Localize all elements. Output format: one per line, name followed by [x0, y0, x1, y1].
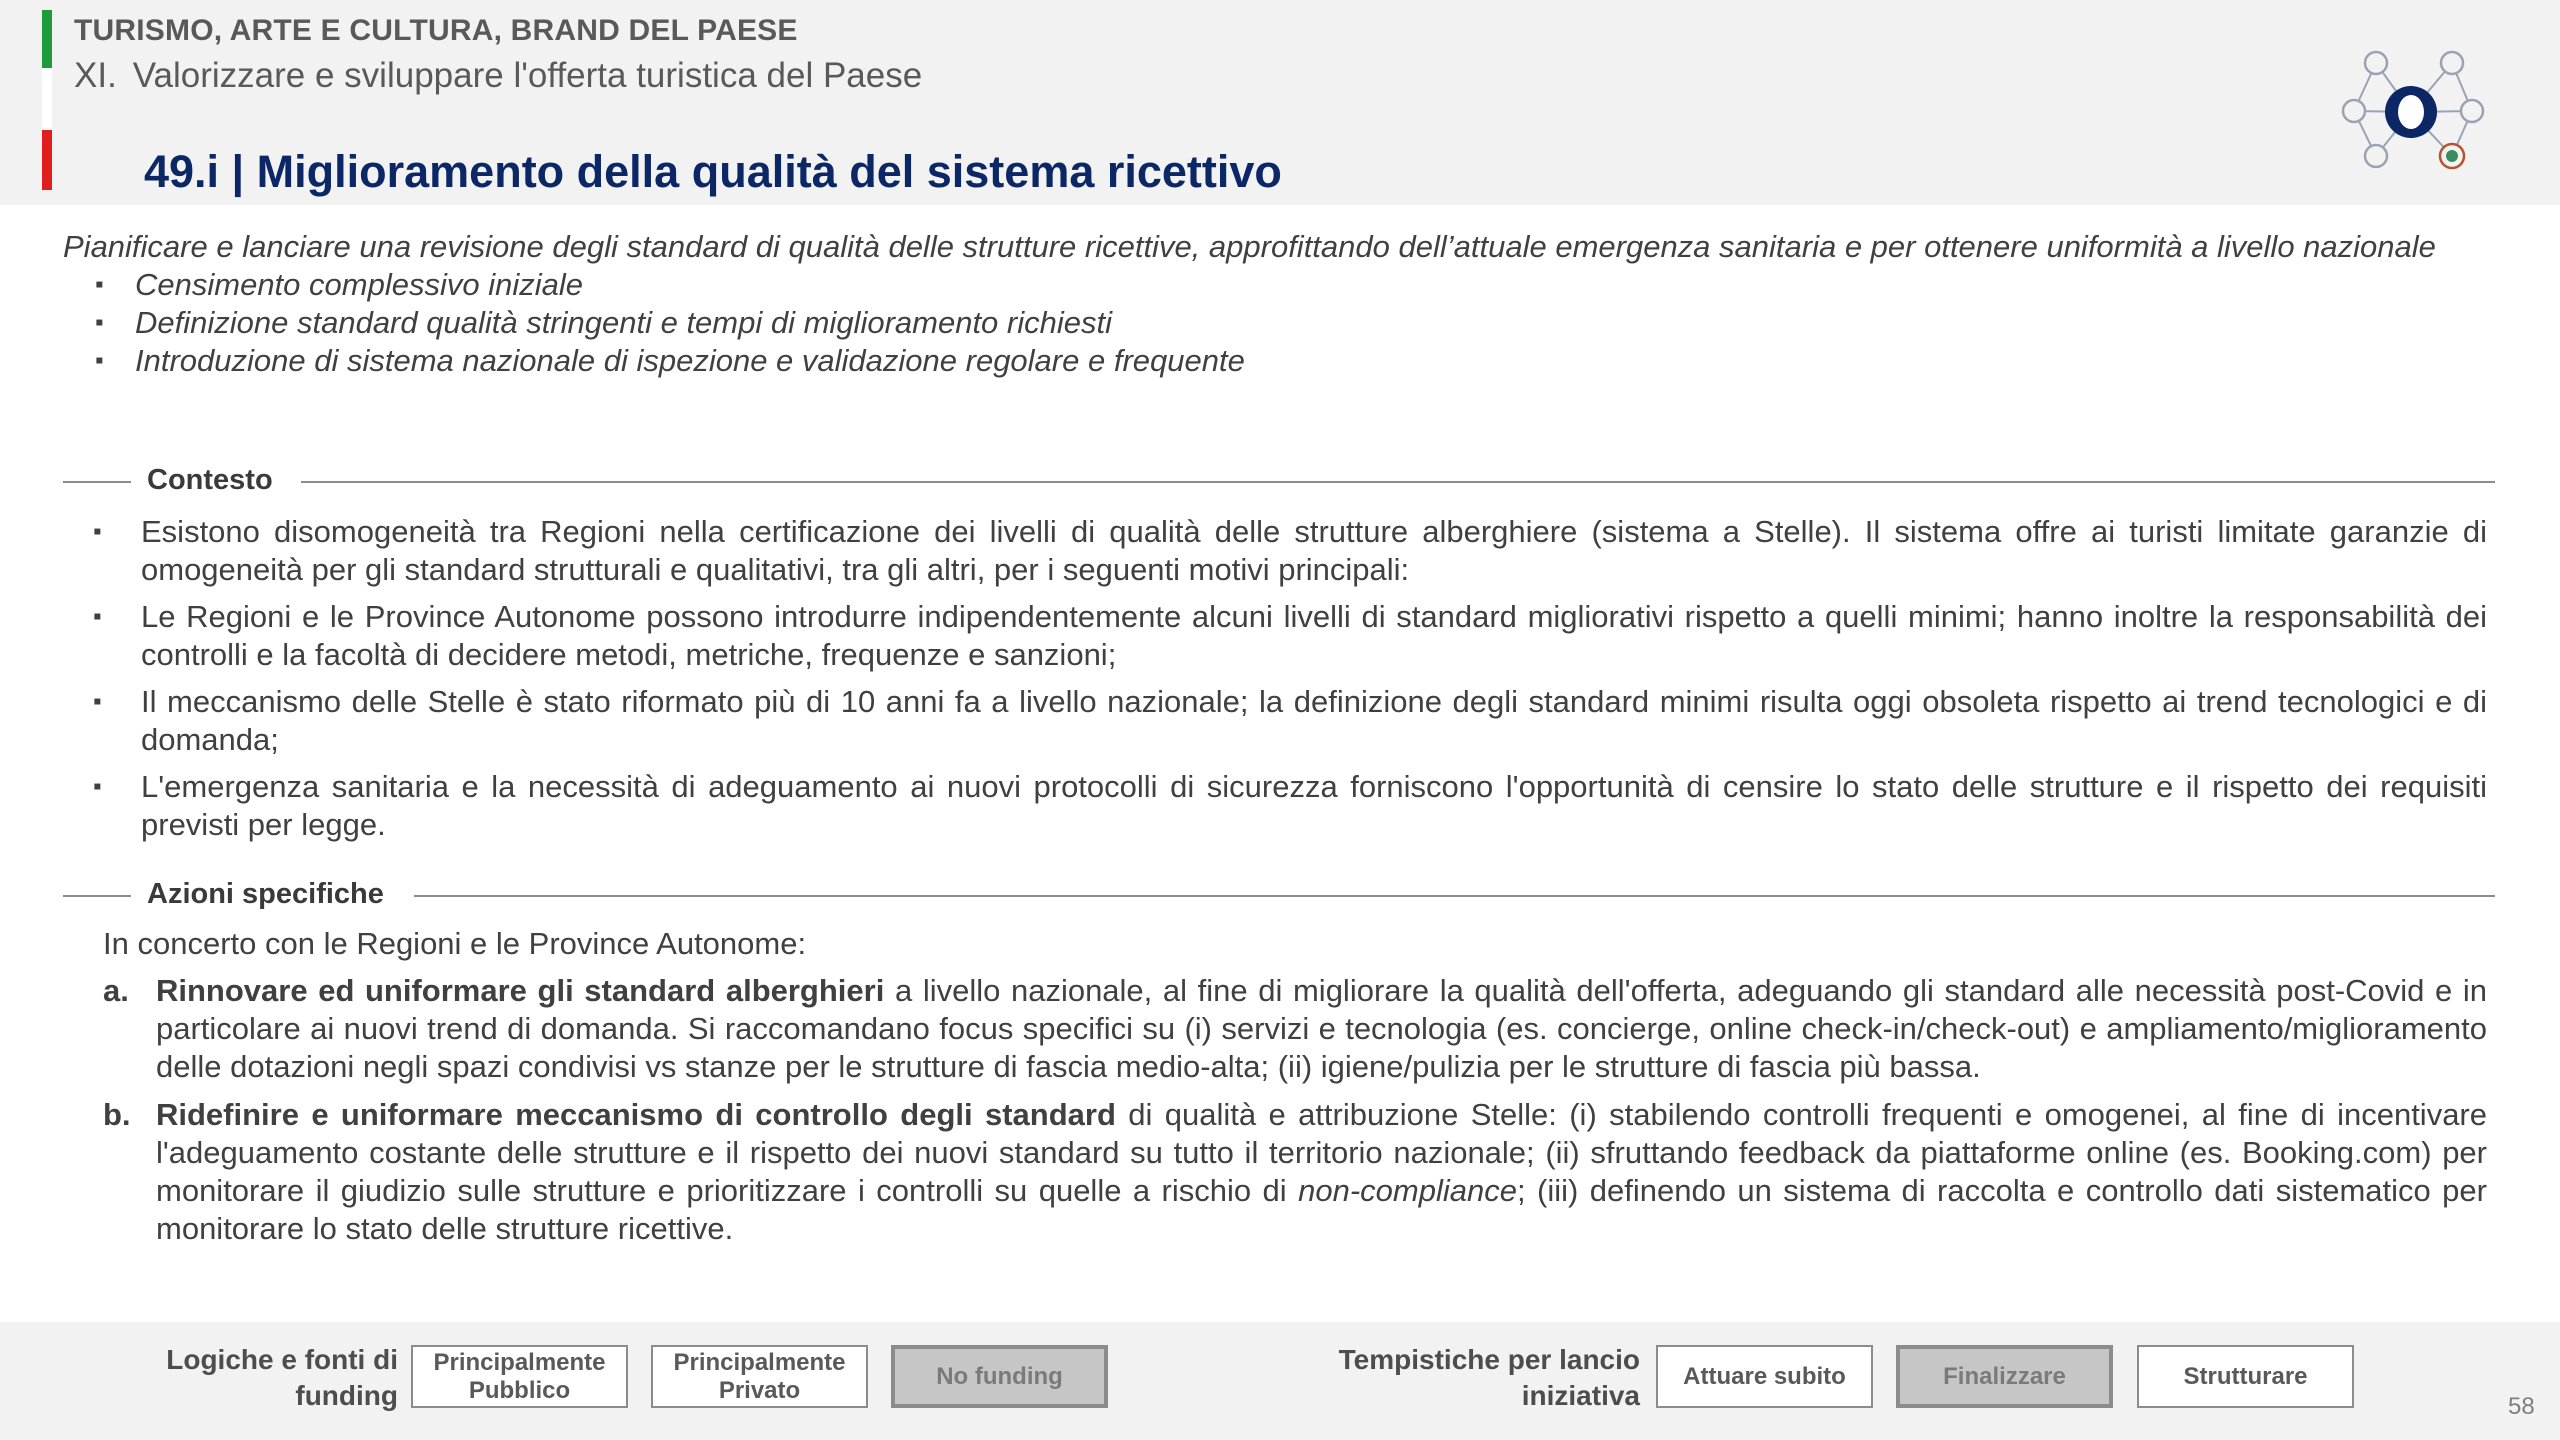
- network-logo-icon: [2336, 46, 2486, 178]
- timing-label-line: iniziativa: [1521, 1380, 1640, 1411]
- section-title: TURISMO, ARTE E CULTURA, BRAND DEL PAESE: [74, 14, 798, 47]
- item-text: a livello nazionale, al fine di migliorare la qualità dell'offerta, adeguando gli standard alle necessità post-Covid e in particolare ai nuovi trend di domanda. Si raccomandano focus specifici su (i) servizi e tecnologia (es. concierge, online check-in/check-out) e ampliamento/miglioramento delle dotazioni negli spazi condivisi vs stanze per le strutture di fascia medio-alta; (ii) igiene/pulizia per le strutture di fascia più bassa.: [156, 973, 2488, 1084]
- contesto-label: Contesto: [147, 464, 273, 496]
- item-text: di qualità e attribuzione Stelle: (i) stabilendo controlli frequenti e omogenei, al fine di incentivare l'adeguamento costante delle strutture e il rispetto dei nuovi standard su tutto il territorio nazionale; (ii) sfruttando feedback da piattaforme online (es. Booking.com) per monitorare il giudizio sulle strutture e prioritizzare i controlli su quelle a rischio di: [156, 1097, 2487, 1208]
- azioni-label: Azioni specifiche: [147, 878, 384, 910]
- flag-red-stripe: [42, 130, 52, 190]
- divider: [63, 895, 131, 897]
- funding-label-line: funding: [295, 1380, 398, 1411]
- funding-option-pubblico[interactable]: [411, 1345, 628, 1408]
- divider: [301, 481, 2495, 483]
- list-item: ▪ L'emergenza sanitaria e la necessità di adeguamento ai nuovi protocolli di sicurezza forniscono l'opportunità di censire lo stato delle strutture e il rispetto dei requisiti previsti per legge.: [63, 768, 2487, 844]
- timing-option-attuare-subito[interactable]: Attuare subito: [1656, 1345, 1873, 1408]
- list-item: ▪ Introduzione di sistema nazionale di ispezione e validazione regolare e frequente: [63, 342, 2495, 380]
- item-marker: a.: [103, 973, 129, 1008]
- list-item: ▪ Definizione standard qualità stringenti e tempi di miglioramento richiesti: [63, 304, 2495, 342]
- page-number: 58: [2508, 1393, 2535, 1420]
- list-item: ▪ Le Regioni e le Province Autonome possono introdurre indipendentemente alcuni livelli di standard migliorativi rispetto a quelli minimi; hanno inoltre la responsabilità dei controlli e la facoltà di decidere metodi, metriche, frequenze e sanzioni;: [63, 598, 2487, 674]
- timing-option-strutturare[interactable]: Strutturare: [2137, 1345, 2354, 1408]
- timing-label: [1290, 1342, 1640, 1414]
- flag-green-stripe: [42, 10, 52, 68]
- option-line: Pubblico: [468, 1376, 571, 1404]
- list-item: ▪ Censimento complessivo iniziale: [63, 266, 2495, 304]
- subsection-text: Valorizzare e sviluppare l'offerta turistica del Paese: [132, 56, 923, 95]
- intro-text: Pianificare e lanciare una revisione degli standard di qualità delle strutture ricettive, approfittando dell’attuale emergenza sanitaria e per ottenere uniformità a livello nazionale: [63, 229, 2436, 264]
- item-italic-text: non-compliance: [1298, 1173, 1517, 1208]
- funding-option-privato[interactable]: [651, 1345, 868, 1408]
- list-item: [63, 972, 2487, 1086]
- page-title: 49.i | Miglioramento della qualità del sistema ricettivo: [144, 146, 1282, 197]
- funding-label: [130, 1342, 398, 1414]
- option-line: No funding: [936, 1362, 1063, 1390]
- list-item: ▪ Il meccanismo delle Stelle è stato riformato più di 10 anni fa a livello nazionale; la definizione degli standard minimi risulta oggi obsoleta rispetto ai trend tecnologici e di domanda;: [63, 683, 2487, 759]
- flag-white-stripe: [42, 68, 52, 130]
- option-line: Privato: [718, 1376, 801, 1404]
- azioni-heading: [63, 876, 2495, 916]
- funding-label-line: Logiche e fonti di: [166, 1344, 398, 1375]
- list-item: [63, 1096, 2487, 1248]
- azioni-intro: In concerto con le Regioni e le Province Autonome:: [103, 926, 807, 961]
- contesto-list: [63, 513, 2487, 853]
- item-bold-text: Rinnovare ed uniformare gli standard alberghieri: [156, 973, 885, 1008]
- option-line: Principalmente: [433, 1348, 606, 1376]
- option-line: Principalmente: [673, 1348, 846, 1376]
- divider: [63, 481, 131, 483]
- funding-option-no-funding[interactable]: [891, 1345, 1108, 1408]
- contesto-heading: [63, 462, 2495, 502]
- item-text-end: ; (iii) definendo un sistema di raccolta e controllo dati sistematico per monitorare lo stato delle strutture ricettive.: [156, 1173, 2487, 1246]
- item-marker: b.: [103, 1097, 131, 1132]
- intro-block: [63, 228, 2495, 380]
- subsection-number: XI.: [74, 56, 117, 95]
- timing-label-line: Tempistiche per lancio: [1338, 1344, 1640, 1375]
- item-bold-text: Ridefinire e uniformare meccanismo di controllo degli standard: [156, 1097, 1116, 1132]
- intro-bullet-list: [63, 266, 2495, 380]
- timing-option-finalizzare[interactable]: Finalizzare: [1896, 1345, 2113, 1408]
- list-item: ▪ Esistono disomogeneità tra Regioni nella certificazione dei livelli di qualità delle strutture alberghiere (sistema a Stelle). Il sistema offre ai turisti limitate garanzie di omogeneità per gli standard strutturali e qualitativi, tra gli altri, per i seguenti motivi principali:: [63, 513, 2487, 589]
- azioni-list: [63, 972, 2487, 1258]
- divider: [414, 895, 2495, 897]
- subsection-title: [74, 56, 922, 96]
